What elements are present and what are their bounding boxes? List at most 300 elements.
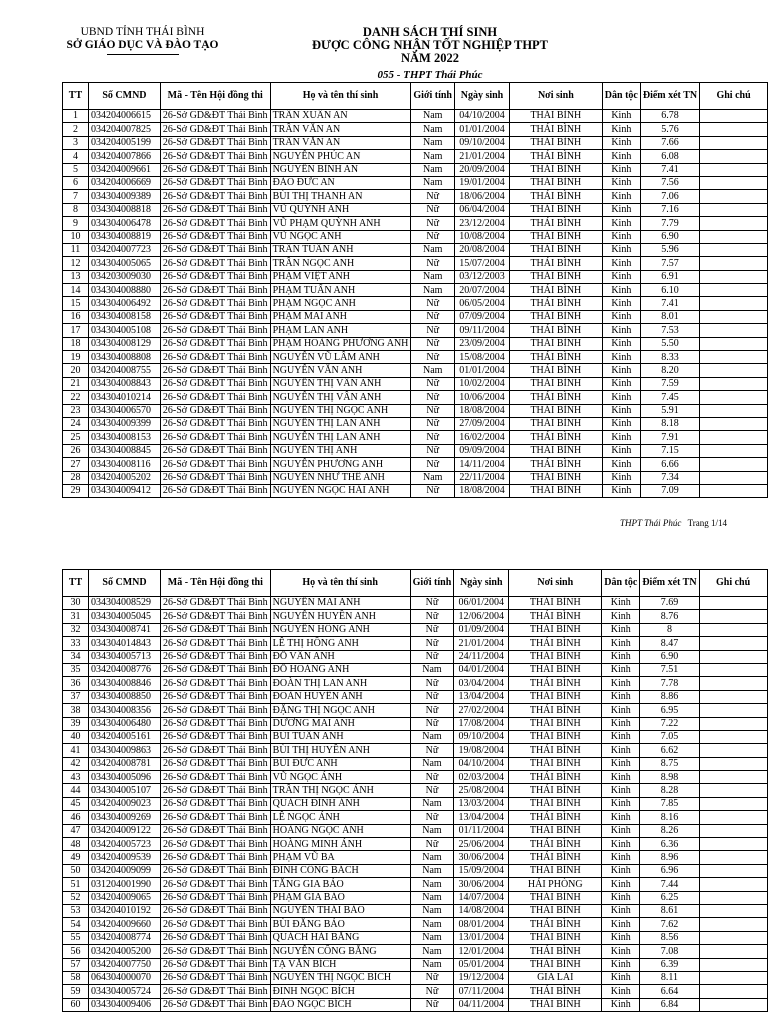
cell-ethnicity: Kinh (602, 136, 640, 149)
cell-full-name: VŨ NGỌC ANH (270, 230, 411, 243)
column-header-birth-date: Ngày sinh (455, 83, 510, 110)
cell-cmnd: 034204008776 (89, 663, 161, 676)
cell-cmnd: 034304008880 (88, 284, 160, 297)
cell-gender: Nam (411, 243, 455, 256)
cell-tt: 40 (63, 730, 89, 743)
cell-birth-date: 19/08/2004 (454, 744, 509, 757)
cell-tt: 6 (63, 176, 89, 189)
cell-full-name: NGUYỄN PHƯƠNG ANH (270, 458, 411, 471)
cell-score: 6.25 (640, 891, 699, 904)
cell-gender: Nữ (410, 704, 454, 717)
cell-gender: Nam (411, 163, 455, 176)
cell-full-name: ĐÀO ĐỨC AN (270, 176, 411, 189)
cell-score: 8.75 (640, 757, 699, 770)
column-header-cmnd: Số CMND (88, 83, 160, 110)
table-row (63, 176, 768, 189)
cell-score: 8.18 (640, 417, 699, 430)
cell-birth-place: THÁI BÌNH (509, 797, 602, 810)
cell-cmnd: 034304008356 (89, 704, 161, 717)
column-header-note: Ghi chú (700, 83, 768, 110)
cell-ethnicity: Kinh (602, 838, 640, 851)
cell-council: 26-Sở GD&ĐT Thái Bình (160, 431, 270, 444)
cell-ethnicity: Kinh (602, 404, 640, 417)
cell-tt: 34 (63, 650, 89, 663)
cell-ethnicity: Kinh (602, 637, 640, 650)
cell-tt: 52 (63, 891, 89, 904)
cell-birth-place: THÁI BÌNH (509, 998, 602, 1011)
cell-council: 26-Sở GD&ĐT Thái Bình (161, 838, 271, 851)
cell-full-name: HOÀNG NGỌC ÁNH (270, 824, 410, 837)
table-row (63, 297, 768, 310)
cell-council: 26-Sở GD&ĐT Thái Bình (161, 918, 271, 931)
column-header-tt: TT (63, 83, 89, 110)
cell-note (700, 190, 768, 203)
table-header-row (63, 570, 768, 597)
cell-birth-date: 04/10/2004 (455, 110, 510, 123)
table-row (63, 150, 768, 163)
cell-note (700, 471, 768, 484)
cell-cmnd: 034204010192 (89, 904, 161, 917)
cell-cmnd: 034304005108 (88, 324, 160, 337)
cell-council: 26-Sở GD&ĐT Thái Bình (161, 677, 271, 690)
table-row (63, 377, 768, 390)
cell-birth-place: THÁI BÌNH (509, 891, 602, 904)
cell-birth-place: THÁI BÌNH (509, 811, 602, 824)
table-row (63, 391, 768, 404)
cell-gender: Nữ (411, 203, 455, 216)
cell-council: 26-Sở GD&ĐT Thái Bình (160, 176, 270, 189)
cell-gender: Nam (410, 958, 454, 971)
cell-ethnicity: Kinh (602, 918, 640, 931)
cell-birth-place: THÁI BÌNH (509, 851, 602, 864)
cell-full-name: PHẠM NGỌC ANH (270, 297, 411, 310)
table-row (63, 364, 768, 377)
cell-ethnicity: Kinh (602, 471, 640, 484)
cell-council: 26-Sở GD&ĐT Thái Bình (160, 471, 270, 484)
cell-score: 6.95 (640, 704, 699, 717)
table-row (63, 637, 768, 650)
cell-score: 6.90 (640, 230, 699, 243)
cell-full-name: ĐINH CÔNG BÁCH (270, 864, 410, 877)
cell-score: 7.56 (640, 176, 699, 189)
cell-gender: Nữ (410, 771, 454, 784)
cell-cmnd: 034204005200 (89, 945, 161, 958)
cell-full-name: BÙI ĐỨC ANH (270, 757, 410, 770)
cell-gender: Nữ (411, 351, 455, 364)
cell-score: 8.56 (640, 931, 699, 944)
cell-score: 6.66 (640, 458, 699, 471)
cell-tt: 24 (63, 417, 89, 430)
cell-tt: 48 (63, 838, 89, 851)
cell-ethnicity: Kinh (602, 243, 640, 256)
cell-full-name: NGUYỄN VĂN ANH (270, 364, 411, 377)
cell-tt: 30 (63, 597, 89, 610)
cell-birth-date: 16/02/2004 (455, 431, 510, 444)
column-header-birth-date: Ngày sinh (454, 570, 509, 597)
cell-ethnicity: Kinh (602, 985, 640, 998)
cell-tt: 57 (63, 958, 89, 971)
cell-note (700, 337, 768, 350)
cell-gender: Nữ (410, 811, 454, 824)
table-header-row (63, 83, 768, 110)
cell-score: 7.16 (640, 203, 699, 216)
cell-note (700, 404, 768, 417)
cell-cmnd: 034204009660 (89, 918, 161, 931)
column-header-cmnd: Số CMND (89, 570, 161, 597)
cell-score: 5.96 (640, 243, 699, 256)
cell-score: 7.66 (640, 136, 699, 149)
cell-note (700, 297, 768, 310)
cell-tt: 7 (63, 190, 89, 203)
cell-score: 6.84 (640, 998, 699, 1011)
table-body (63, 110, 768, 498)
cell-cmnd: 034304009399 (88, 417, 160, 430)
cell-ethnicity: Kinh (602, 945, 640, 958)
cell-tt: 26 (63, 444, 89, 457)
cell-cmnd: 034304009412 (88, 484, 160, 497)
cell-tt: 23 (63, 404, 89, 417)
cell-tt: 32 (63, 623, 89, 636)
cell-score: 7.08 (640, 945, 699, 958)
document-title-block (300, 26, 560, 81)
cell-gender: Nữ (410, 623, 454, 636)
cell-cmnd: 034204006669 (88, 176, 160, 189)
cell-birth-date: 13/03/2004 (454, 797, 509, 810)
cell-tt: 59 (63, 985, 89, 998)
cell-birth-date: 04/11/2004 (454, 998, 509, 1011)
cell-note (699, 931, 767, 944)
table-row (63, 663, 768, 676)
cell-gender: Nữ (411, 391, 455, 404)
cell-note (700, 444, 768, 457)
table-row (63, 878, 768, 891)
cell-full-name: NGUYỄN HUYỀN ANH (270, 610, 410, 623)
cell-tt: 44 (63, 784, 89, 797)
table-row (63, 123, 768, 136)
cell-gender: Nữ (410, 838, 454, 851)
cell-council: 26-Sở GD&ĐT Thái Bình (161, 704, 271, 717)
table-row (63, 985, 768, 998)
candidate-table-page-2 (62, 569, 768, 1012)
cell-tt: 3 (63, 136, 89, 149)
cell-tt: 19 (63, 351, 89, 364)
cell-ethnicity: Kinh (602, 730, 640, 743)
cell-birth-date: 07/09/2004 (455, 310, 510, 323)
cell-ethnicity: Kinh (602, 123, 640, 136)
cell-council: 26-Sở GD&ĐT Thái Bình (160, 324, 270, 337)
cell-score: 7.06 (640, 190, 699, 203)
school-name: 055 - THPT Thái Phúc (377, 69, 483, 81)
table-row (63, 324, 768, 337)
cell-council: 26-Sở GD&ĐT Thái Bình (161, 811, 271, 824)
cell-council: 26-Sở GD&ĐT Thái Bình (160, 404, 270, 417)
table-row (63, 677, 768, 690)
cell-birth-place: THÁI BÌNH (509, 824, 602, 837)
cell-council: 26-Sở GD&ĐT Thái Bình (161, 744, 271, 757)
cell-birth-date: 14/11/2004 (455, 458, 510, 471)
cell-tt: 35 (63, 663, 89, 676)
cell-council: 26-Sở GD&ĐT Thái Bình (160, 230, 270, 243)
cell-gender: Nữ (410, 971, 454, 984)
cell-ethnicity: Kinh (602, 958, 640, 971)
cell-note (699, 663, 767, 676)
cell-gender: Nam (411, 136, 455, 149)
cell-note (700, 150, 768, 163)
cell-full-name: PHẠM MAI ANH (270, 310, 411, 323)
cell-tt: 31 (63, 610, 89, 623)
cell-birth-place: THÁI BÌNH (509, 176, 602, 189)
cell-score: 7.51 (640, 663, 699, 676)
cell-note (699, 891, 767, 904)
cell-birth-date: 13/04/2004 (454, 811, 509, 824)
table-row (63, 243, 768, 256)
cell-gender: Nữ (410, 677, 454, 690)
cell-note (699, 958, 767, 971)
cell-gender: Nữ (411, 230, 455, 243)
cell-note (700, 431, 768, 444)
table-row (63, 597, 768, 610)
cell-tt: 33 (63, 637, 89, 650)
cell-birth-place: THÁI BÌNH (509, 364, 602, 377)
cell-score: 6.39 (640, 958, 699, 971)
cell-ethnicity: Kinh (602, 431, 640, 444)
table-row (63, 257, 768, 270)
cell-score: 7.91 (640, 431, 699, 444)
cell-score: 7.41 (640, 297, 699, 310)
cell-ethnicity: Kinh (602, 163, 640, 176)
cell-council: 26-Sở GD&ĐT Thái Bình (161, 985, 271, 998)
cell-birth-date: 13/04/2004 (454, 690, 509, 703)
table-row (63, 650, 768, 663)
cell-score: 5.50 (640, 337, 699, 350)
cell-note (699, 757, 767, 770)
cell-birth-date: 07/11/2004 (454, 985, 509, 998)
cell-cmnd: 064304000070 (89, 971, 161, 984)
cell-score: 8.33 (640, 351, 699, 364)
cell-note (699, 838, 767, 851)
cell-note (699, 744, 767, 757)
document-subtitle: ĐƯỢC CÔNG NHẬN TỐT NGHIỆP THPT NĂM 2022 (311, 38, 549, 65)
cell-full-name: NGUYỄN THÁI BẢO (270, 904, 410, 917)
cell-cmnd: 034204009661 (88, 163, 160, 176)
cell-note (699, 824, 767, 837)
table-row (63, 945, 768, 958)
cell-note (700, 484, 768, 497)
cell-birth-place: THÁI BÌNH (509, 217, 602, 230)
cell-full-name: TRẦN NGỌC ANH (270, 257, 411, 270)
cell-tt: 14 (63, 284, 89, 297)
column-header-full-name: Họ và tên thí sinh (270, 83, 411, 110)
cell-score: 8.01 (640, 310, 699, 323)
cell-gender: Nữ (410, 985, 454, 998)
cell-ethnicity: Kinh (602, 650, 640, 663)
cell-ethnicity: Kinh (602, 377, 640, 390)
cell-score: 7.62 (640, 918, 699, 931)
cell-cmnd: 034204007866 (88, 150, 160, 163)
cell-birth-place: THÁI BÌNH (509, 597, 602, 610)
cell-cmnd: 034304008741 (89, 623, 161, 636)
cell-council: 26-Sở GD&ĐT Thái Bình (160, 364, 270, 377)
cell-ethnicity: Kinh (602, 771, 640, 784)
cell-tt: 46 (63, 811, 89, 824)
cell-council: 26-Sở GD&ĐT Thái Bình (161, 851, 271, 864)
cell-council: 26-Sở GD&ĐT Thái Bình (161, 958, 271, 971)
cell-ethnicity: Kinh (602, 851, 640, 864)
cell-cmnd: 034304005096 (89, 771, 161, 784)
cell-tt: 43 (63, 771, 89, 784)
cell-note (700, 257, 768, 270)
cell-ethnicity: Kinh (602, 597, 640, 610)
department-name: SỞ GIÁO DỤC VÀ ĐÀO TẠO (66, 39, 219, 51)
table-row (63, 998, 768, 1011)
cell-tt: 42 (63, 757, 89, 770)
cell-score: 7.22 (640, 717, 699, 730)
cell-cmnd: 034304008153 (88, 431, 160, 444)
table-row (63, 971, 768, 984)
cell-birth-place: THÁI BÌNH (509, 484, 602, 497)
cell-cmnd: 034204009539 (89, 851, 161, 864)
cell-gender: Nữ (410, 717, 454, 730)
cell-score: 7.85 (640, 797, 699, 810)
cell-tt: 55 (63, 931, 89, 944)
cell-score: 8.61 (640, 904, 699, 917)
cell-full-name: VŨ NGỌC ÁNH (270, 771, 410, 784)
cell-score: 7.59 (640, 377, 699, 390)
cell-ethnicity: Kinh (602, 717, 640, 730)
cell-note (699, 717, 767, 730)
cell-ethnicity: Kinh (602, 610, 640, 623)
cell-note (700, 351, 768, 364)
cell-tt: 41 (63, 744, 89, 757)
cell-full-name: PHẠM VŨ BA (270, 851, 410, 864)
cell-score: 7.09 (640, 484, 699, 497)
cell-birth-place: THÁI BÌNH (509, 784, 602, 797)
cell-full-name: DƯƠNG MAI ANH (270, 717, 410, 730)
cell-birth-date: 23/09/2004 (455, 337, 510, 350)
cell-tt: 17 (63, 324, 89, 337)
cell-score: 8.76 (640, 610, 699, 623)
cell-council: 26-Sở GD&ĐT Thái Bình (161, 730, 271, 743)
column-header-council: Mã - Tên Hội đồng thi (161, 570, 271, 597)
cell-birth-place: THÁI BÌNH (509, 123, 602, 136)
table-row (63, 757, 768, 770)
cell-council: 26-Sở GD&ĐT Thái Bình (160, 337, 270, 350)
cell-ethnicity: Kinh (602, 931, 640, 944)
cell-council: 26-Sở GD&ĐT Thái Bình (160, 217, 270, 230)
cell-birth-place: THÁI BÌNH (509, 391, 602, 404)
cell-note (700, 284, 768, 297)
cell-birth-place: THÁI BÌNH (509, 150, 602, 163)
cell-birth-date: 25/08/2004 (454, 784, 509, 797)
cell-full-name: NGUYỄN HỒNG ANH (270, 623, 410, 636)
cell-council: 26-Sở GD&ĐT Thái Bình (160, 351, 270, 364)
cell-score: 7.44 (640, 878, 699, 891)
cell-council: 26-Sở GD&ĐT Thái Bình (161, 637, 271, 650)
column-header-birth-place: Nơi sinh (509, 570, 602, 597)
cell-birth-date: 01/09/2004 (454, 623, 509, 636)
cell-birth-place: THÁI BÌNH (509, 771, 602, 784)
cell-cmnd: 034304005107 (89, 784, 161, 797)
cell-full-name: VŨ PHẠM QUỲNH ANH (270, 217, 411, 230)
cell-council: 26-Sở GD&ĐT Thái Bình (160, 257, 270, 270)
cell-note (700, 324, 768, 337)
cell-note (700, 110, 768, 123)
cell-full-name: NGUYỄN THỊ ANH (270, 444, 411, 457)
table-row (63, 351, 768, 364)
cell-council: 26-Sở GD&ĐT Thái Bình (160, 417, 270, 430)
cell-gender: Nữ (410, 744, 454, 757)
cell-full-name: NGUYỄN VŨ LÂM ANH (270, 351, 411, 364)
cell-birth-place: THÁI BÌNH (509, 377, 602, 390)
cell-birth-date: 08/01/2004 (454, 918, 509, 931)
cell-note (699, 597, 767, 610)
cell-full-name: TRẦN VĂN AN (270, 136, 411, 149)
cell-council: 26-Sở GD&ĐT Thái Bình (160, 110, 270, 123)
cell-note (699, 811, 767, 824)
cell-ethnicity: Kinh (602, 391, 640, 404)
cell-note (699, 864, 767, 877)
cell-birth-place: THÁI BÌNH (509, 610, 602, 623)
cell-birth-place: THÁI BÌNH (509, 838, 602, 851)
cell-ethnicity: Kinh (602, 176, 640, 189)
cell-ethnicity: Kinh (602, 998, 640, 1011)
cell-gender: Nam (411, 284, 455, 297)
cell-full-name: ĐỖ HOÀNG ANH (270, 663, 410, 676)
cell-note (700, 377, 768, 390)
cell-birth-date: 15/07/2004 (455, 257, 510, 270)
cell-note (700, 123, 768, 136)
cell-council: 26-Sở GD&ĐT Thái Bình (161, 663, 271, 676)
cell-cmnd: 034204008774 (89, 931, 161, 944)
cell-gender: Nữ (411, 377, 455, 390)
cell-tt: 25 (63, 431, 89, 444)
cell-birth-date: 19/01/2004 (455, 176, 510, 189)
cell-birth-date: 21/01/2004 (455, 150, 510, 163)
cell-gender: Nam (411, 150, 455, 163)
cell-birth-date: 20/09/2004 (455, 163, 510, 176)
cell-cmnd: 034304008158 (88, 310, 160, 323)
cell-note (700, 310, 768, 323)
cell-score: 8.20 (640, 364, 699, 377)
cell-cmnd: 034304009389 (88, 190, 160, 203)
cell-birth-place: THÁI BÌNH (509, 623, 602, 636)
cell-full-name: NGUYỄN THỊ LAN ANH (270, 431, 411, 444)
cell-council: 26-Sở GD&ĐT Thái Bình (161, 931, 271, 944)
cell-council: 26-Sở GD&ĐT Thái Bình (160, 297, 270, 310)
cell-note (699, 985, 767, 998)
cell-score: 8 (640, 623, 699, 636)
cell-birth-place: THÁI BÌNH (509, 324, 602, 337)
cell-ethnicity: Kinh (602, 784, 640, 797)
cell-note (700, 243, 768, 256)
cell-gender: Nữ (411, 444, 455, 457)
cell-tt: 20 (63, 364, 89, 377)
cell-birth-date: 09/09/2004 (455, 444, 510, 457)
cell-ethnicity: Kinh (602, 297, 640, 310)
cell-note (700, 364, 768, 377)
cell-note (699, 797, 767, 810)
cell-score: 7.41 (640, 163, 699, 176)
cell-tt: 50 (63, 864, 89, 877)
cell-birth-date: 12/01/2004 (454, 945, 509, 958)
cell-score: 8.98 (640, 771, 699, 784)
cell-birth-date: 03/04/2004 (454, 677, 509, 690)
cell-council: 26-Sở GD&ĐT Thái Bình (161, 597, 271, 610)
cell-birth-place: THÁI BÌNH (509, 351, 602, 364)
cell-score: 7.79 (640, 217, 699, 230)
cell-tt: 4 (63, 150, 89, 163)
cell-tt: 2 (63, 123, 89, 136)
